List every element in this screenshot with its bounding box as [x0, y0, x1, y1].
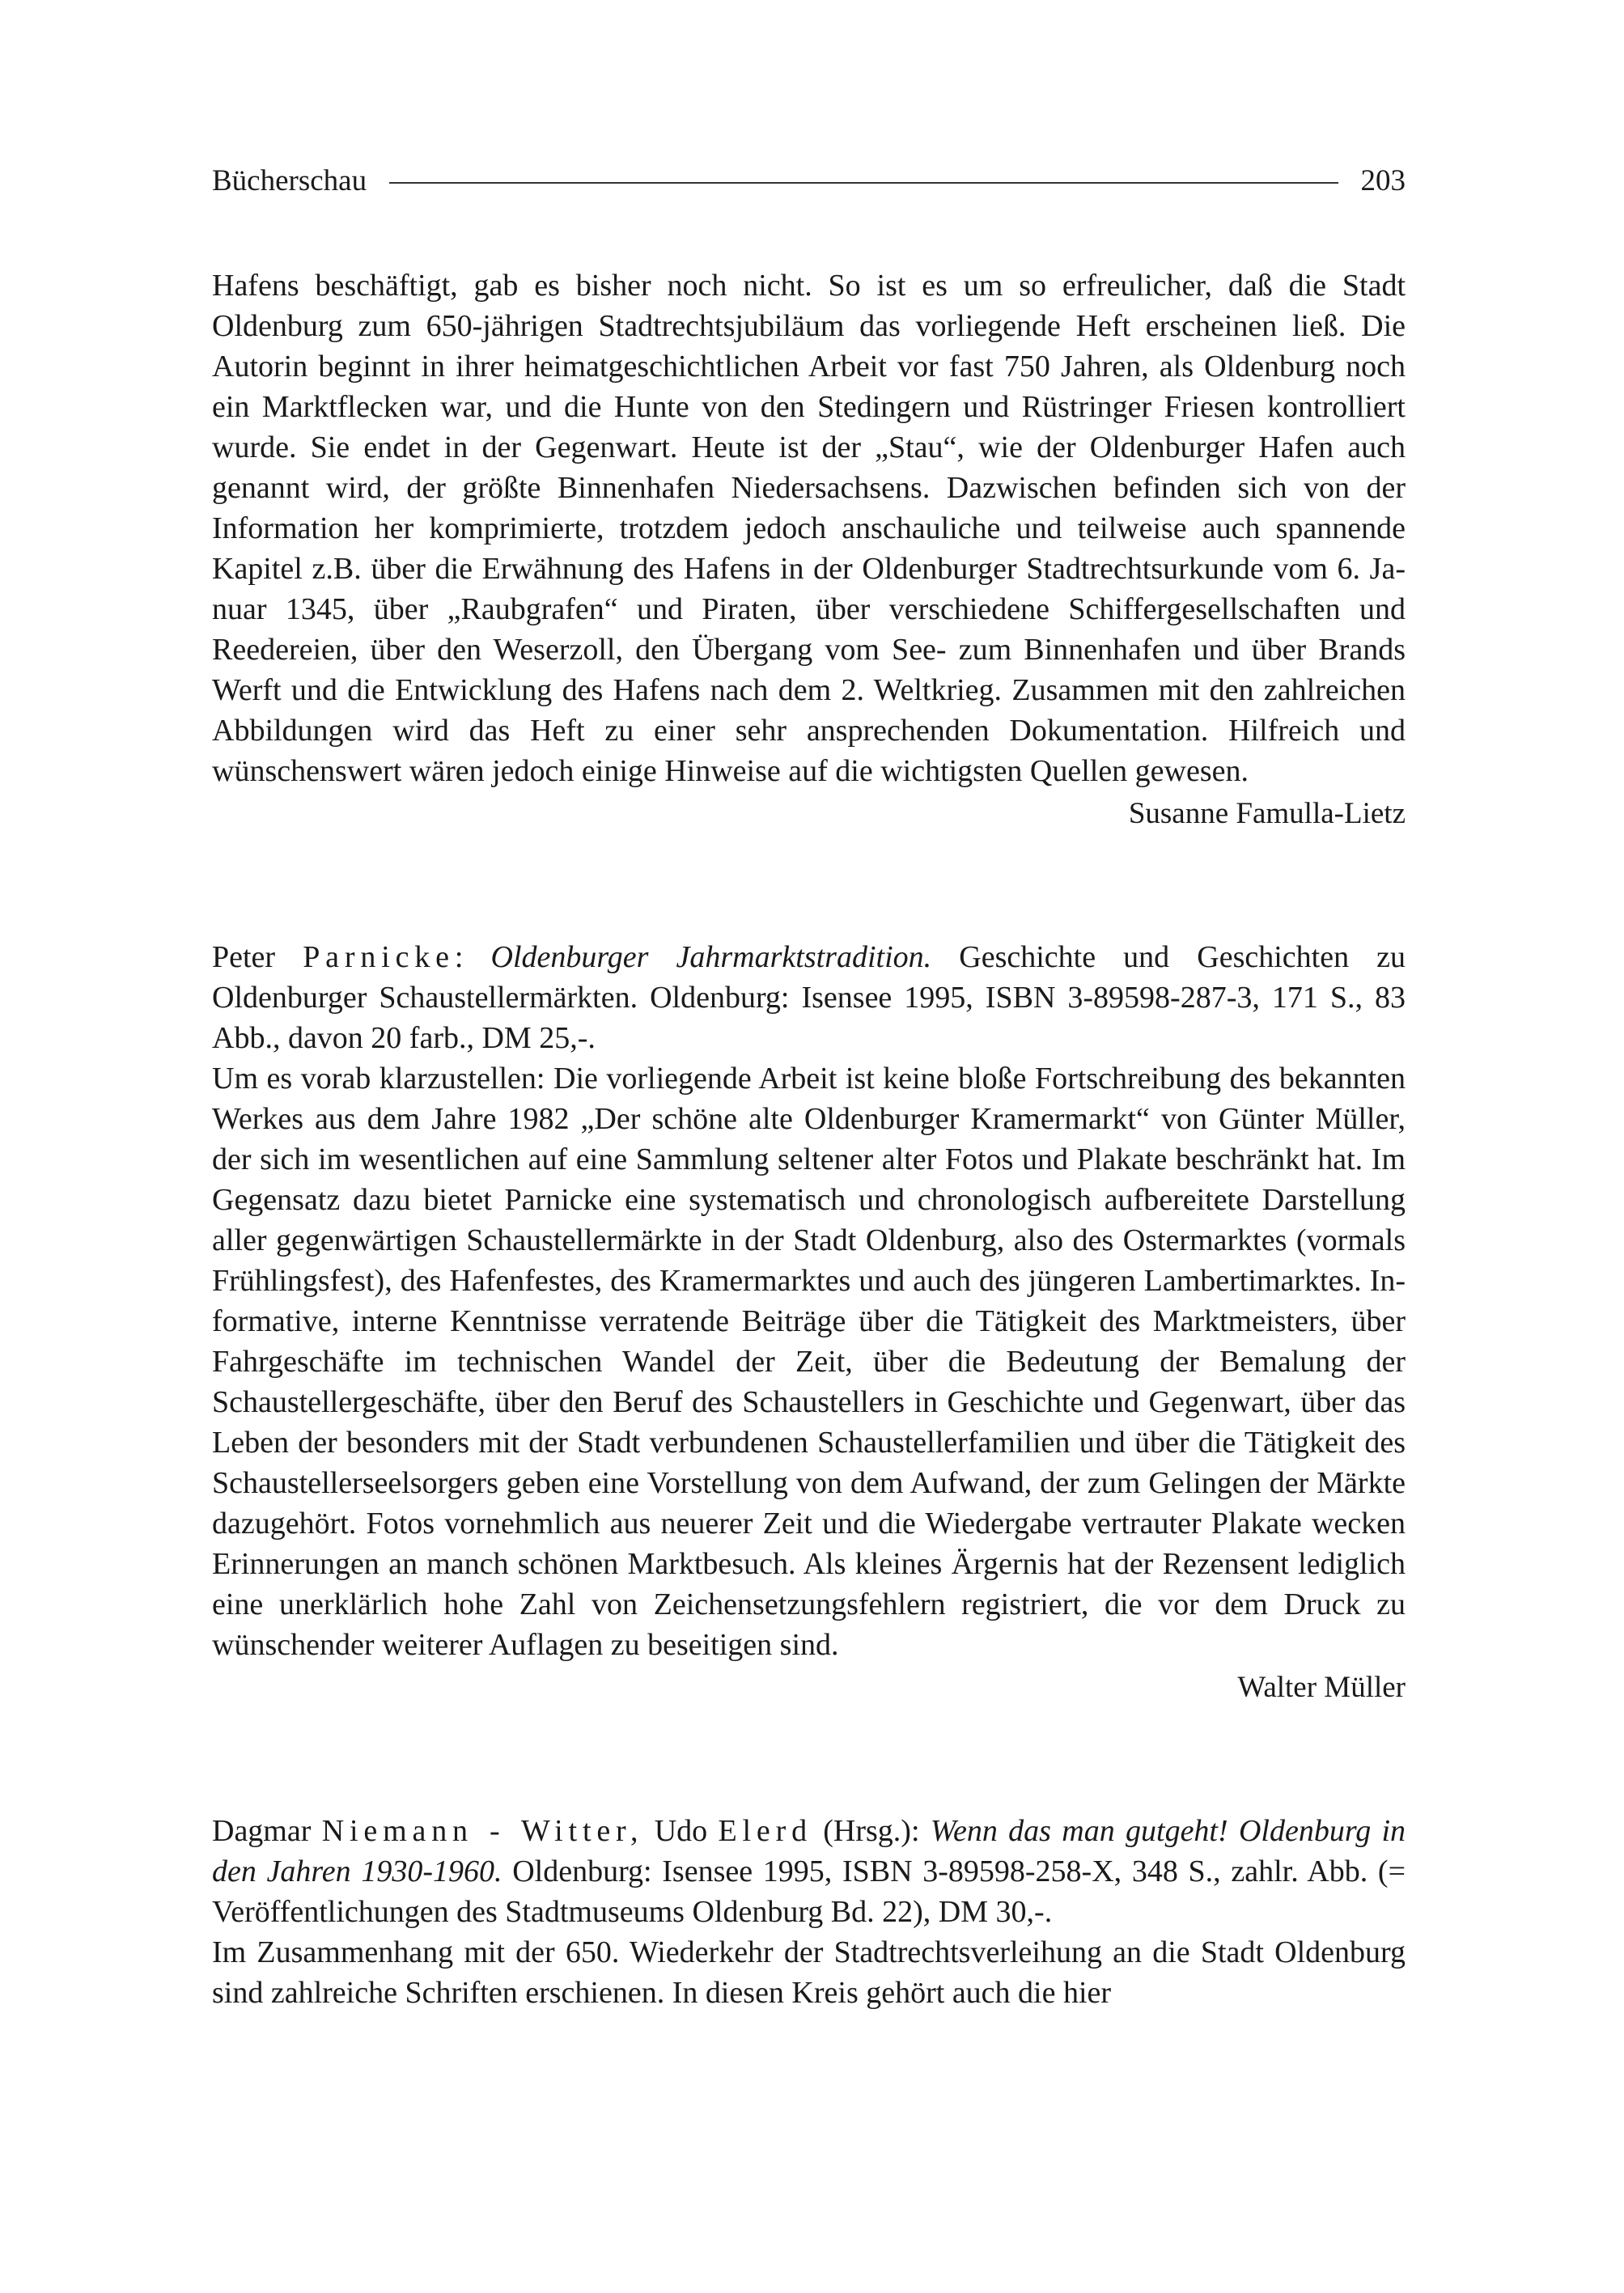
author-last-name: Parnicke [303, 940, 455, 974]
review-jahrmarkt [212, 937, 1406, 1707]
section-title: Bücherschau [212, 164, 367, 197]
review-body: Um es vorab klarzustellen: Die vorliegende Arbeit ist keine bloße Fortschreibung des bekannten Werkes aus dem Jahre 1982 „Der schöne alte Oldenburger Kramermarkt“ von Günter Müller, der sich im wesentlichen auf eine Sammlung seltener alter Fotos und Plakate beschränkt hat. Im Gegensatz dazu bietet Parnicke eine systematisch und chronologisch aufbereitete Darstellung aller gegenwärtigen Schaustellermärkte in der Stadt Oldenburg, also des Ostermarktes (vormals Frühlingsfest), des Hafenfestes, des Kramermarktes und auch des jüngeren Lambertimarktes. Informative, interne Kenntnisse verratende Beiträge über die Tätigkeit des Marktmeisters, über Fahrgeschäfte im technischen Wandel der Zeit, über die Bedeutung der Bemalung der Schaustellergeschäfte, über den Beruf des Schaustellers in Geschichte und Gegenwart, über das Leben der besonders mit der Stadt verbundenen Schaustellerfamilien und über die Tätigkeit des Schaustellerseelsorgers geben eine Vorstellung von dem Aufwand, der zum Gelingen der Märkte dazugehört. Fotos vornehmlich aus neuerer Zeit und die Wiedergabe vertrauter Plakate wecken Erinnerungen an manch schönen Marktbesuch. Als kleines Ärgernis hat der Rezensent lediglich eine unerklärlich hohe Zahl von Zeichensetzungsfehlern registriert, die vor dem Druck zu wünschender weiterer Auflagen zu beseitigen sind. [212, 1062, 1406, 1662]
author2-last-name: Elerd [718, 1814, 812, 1848]
author1-first-name: Dagmar [212, 1814, 312, 1848]
editor-note: (Hrsg.): [823, 1814, 920, 1848]
book-title: Wenn das man gutgeht! Oldenburg in den Jahren 1930-1960. [212, 1814, 1406, 1888]
page-number: 203 [1360, 164, 1406, 197]
review-hafen [212, 265, 1406, 833]
citation-colon: : [454, 940, 464, 974]
header-rule [389, 182, 1338, 184]
reviewer-signature: Susanne Famulla-Lietz [1128, 797, 1406, 830]
book-bibliography: Geschichte und Geschichten zu Oldenburger Schaustellermärkten. Oldenburg: Isensee 1995, ISBN 3-89598-287-3, 171 S., 83 Abb., davon 20 farb., DM 25,-. [212, 940, 1406, 1055]
author2-first-name: Udo [654, 1814, 708, 1848]
review-wenn-das-man-gutgeht [212, 1811, 1406, 2013]
book-bibliography: Oldenburg: Isensee 1995, ISBN 3-89598-258-X, 348 S., zahlr. Abb. (= Veröffentlichungen des Stadtmuseums Oldenburg Bd. 22), DM 30,-. [212, 1854, 1406, 1929]
reviewer-signature: Walter Müller [1237, 1671, 1406, 1704]
review-body: Im Zusammenhang mit der 650. Wiederkehr der Stadtrechtsverleihung an die Stadt Oldenburg sind zahlreiche Schriften erschienen. In diesen Kreis gehört auch die hier [212, 1935, 1406, 2010]
book-title: Oldenburger Jahrmarktstradition. [490, 940, 932, 974]
book-citation [212, 937, 1406, 1058]
author1-last-name: Niemann - Witter, [321, 1814, 644, 1848]
document-page [212, 162, 1406, 2013]
running-header [212, 162, 1406, 201]
book-citation [212, 1811, 1406, 1932]
review-body: Hafens beschäftigt, gab es bisher noch nicht. So ist es um so erfreulicher, daß die Stadt Oldenburg zum 650-jährigen Stadtrechtsjubiläum das vorliegende Heft erscheinen ließ. Die Autorin beginnt in ihrer heimatgeschichtlichen Arbeit vor fast 750 Jahren, als Oldenburg noch ein Marktflecken war, und die Hunte von den Stedingern und Rüstringer Friesen kontrolliert wurde. Sie endet in der Gegenwart. Heute ist der „Stau“, wie der Oldenburger Hafen auch genannt wird, der größte Binnenhafen Niedersachsens. Dazwischen befinden sich von der Information her komprimierte, trotzdem jedoch anschauliche und teilweise auch spannende Kapitel z.B. über die Erwähnung des Hafens in der Oldenburger Stadtrechtsurkunde vom 6. Januar 1345, über „Raubgrafen“ und Piraten, über verschiedene Schiffergesellschaften und Reedereien, über den Weserzoll, den Übergang vom See- zum Binnenhafen und über Brands Werft und die Entwicklung des Hafens nach dem 2. Weltkrieg. Zusammen mit den zahlreichen Abbildungen wird das Heft zu einer sehr ansprechenden Dokumentation. Hilfreich und wünschenswert wären jedoch einige Hinweise auf die wichtigsten Quellen gewesen. [212, 269, 1406, 788]
author-first-name: Peter [212, 940, 276, 974]
